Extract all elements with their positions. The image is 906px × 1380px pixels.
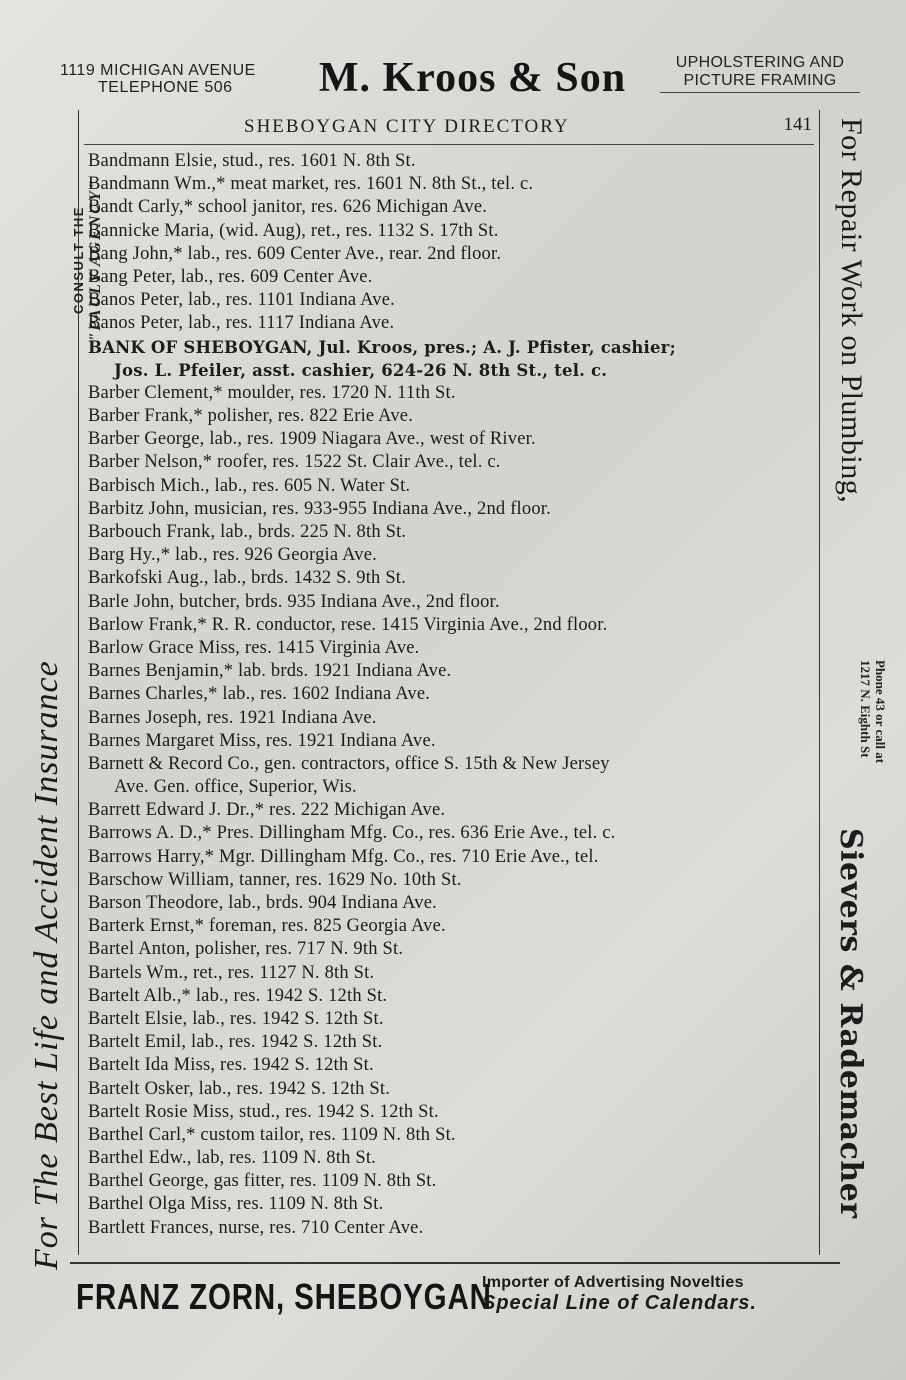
left-ad-main-text: For The Best Life and Accident Insurance: [28, 660, 65, 1270]
right-ad-main-text: For Repair Work on Plumbing,: [835, 118, 868, 504]
top-ad-services-line1: UPHOLSTERING AND: [675, 54, 845, 71]
bottom-ad-line1: Importer of Advertising Novelties: [482, 1274, 744, 1291]
directory-entry-continued: Ave. Gen. office, Superior, Wis.: [114, 777, 357, 798]
bottom-ad-line2: Special Line of Calendars.: [482, 1292, 757, 1314]
top-ad-address: 1119 MICHIGAN AVENUE: [60, 62, 256, 79]
top-ad-telephone: TELEPHONE 506: [98, 79, 233, 96]
directory-entry: Bartel Anton, polisher, res. 717 N. 9th St.: [88, 939, 404, 960]
running-header: [84, 114, 814, 145]
top-ad-services-line2: PICTURE FRAMING: [683, 72, 837, 89]
directory-entry: Banos Peter, lab., res. 1117 Indiana Ave.: [88, 313, 395, 334]
directory-entry-bank-continued: Jos. L. Pfeiler, asst. cashier, 624-26 N. 8th St., tel. c.: [114, 360, 608, 380]
left-ad-consult-line2: "PAULY AGENCY": [87, 178, 104, 342]
bottom-ad-name: FRANZ ZORN, SHEBOYGAN: [76, 1276, 492, 1317]
directory-entry: Barnett & Record Co., gen. contractors, office S. 15th & New Jersey: [88, 753, 610, 774]
top-ad-contact: [60, 62, 285, 96]
bottom-advertisement: [70, 1262, 840, 1324]
directory-entry: Barbisch Mich., lab., res. 605 N. Water St.: [88, 475, 411, 496]
directory-entry: Bandmann Wm.,* meat market, res. 1601 N. 8th St., tel. c.: [88, 174, 534, 195]
directory-entry: Barrett Edward J. Dr.,* res. 222 Michigan Ave.: [88, 800, 446, 821]
directory-entry: Bang John,* lab., res. 609 Center Ave., rear. 2nd floor.: [88, 243, 502, 264]
directory-entry: Barthel Carl,* custom tailor, res. 1109 N. 8th St.: [88, 1124, 456, 1145]
left-ad-consult: [70, 130, 104, 390]
directory-entries: [88, 150, 820, 1240]
directory-entry: Barbouch Frank, lab., brds. 225 N. 8th St.: [88, 522, 407, 542]
directory-entry: Barschow William, tanner, res. 1629 No. 10th St.: [88, 869, 462, 890]
directory-entry: Barber Clement,* moulder, res. 1720 N. 11th St.: [88, 382, 456, 403]
directory-entry: Barrows A. D.,* Pres. Dillingham Mfg. Co., res. 636 Erie Ave., tel. c.: [88, 823, 616, 844]
directory-entry-bank: BANK OF SHEBOYGAN, Jul. Kroos, pres.; A. J. Pfister, cashier;: [88, 337, 676, 357]
directory-entry: Barthel Olga Miss, res. 1109 N. 8th St.: [88, 1194, 384, 1215]
right-margin-advertisement: [833, 118, 888, 1258]
directory-entry: Barle John, butcher, brds. 935 Indiana Ave., 2nd floor.: [88, 591, 500, 612]
directory-entry: Barthel Edw., lab, res. 1109 N. 8th St.: [88, 1148, 377, 1169]
directory-entry: Bartelt Emil, lab., res. 1942 S. 12th St.: [88, 1032, 383, 1053]
top-ad-firm-name: M. Kroos & Son: [318, 55, 627, 101]
directory-entry: Barkofski Aug., lab., brds. 1432 S. 9th St.: [88, 568, 406, 589]
directory-entry: Barbitz John, musician, res. 933-955 Indiana Ave., 2nd floor.: [88, 498, 551, 519]
page-number: 141: [783, 114, 812, 135]
directory-entry: Barterk Ernst,* foreman, res. 825 Georgia Ave.: [88, 916, 446, 937]
directory-entry: Barson Theodore, lab., brds. 904 Indiana Ave.: [88, 893, 437, 913]
directory-entry: Bartels Wm., ret., res. 1127 N. 8th St.: [88, 962, 375, 983]
top-advertisement: [0, 50, 906, 106]
directory-entry: Barber George, lab., res. 1909 Niagara Ave., west of River.: [88, 429, 536, 450]
directory-entry: Bartelt Elsie, lab., res. 1942 S. 12th St.: [88, 1008, 384, 1029]
directory-entry: Barnes Charles,* lab., res. 1602 Indiana Ave.: [88, 684, 431, 705]
directory-entry: Bannicke Maria, (wid. Aug), ret., res. 1132 S. 17th St.: [88, 220, 499, 241]
directory-entry: Bang Peter, lab., res. 609 Center Ave.: [88, 266, 373, 287]
directory-entry: Barnes Margaret Miss, res. 1921 Indiana Ave.: [88, 730, 436, 751]
directory-entry: Bandmann Elsie, stud., res. 1601 N. 8th St.: [88, 151, 416, 171]
directory-entry: Barber Frank,* polisher, res. 822 Erie Ave.: [88, 406, 414, 427]
directory-entry: Barthel George, gas fitter, res. 1109 N. 8th St.: [88, 1171, 437, 1192]
directory-entry: Barlow Frank,* R. R. conductor, rese. 1415 Virginia Ave., 2nd floor.: [88, 614, 608, 635]
directory-entry: Bartelt Ida Miss, res. 1942 S. 12th St.: [88, 1055, 374, 1076]
directory-entry: Barnes Benjamin,* lab. brds. 1921 Indiana Ave.: [88, 661, 452, 682]
directory-entry: Bartelt Osker, lab., res. 1942 S. 12th St.: [88, 1078, 391, 1099]
directory-entry: Barber Nelson,* roofer, res. 1522 St. Clair Ave., tel. c.: [88, 452, 501, 473]
right-ad-phone: [858, 660, 888, 763]
right-ad-phone-line2: 1217 N. Eighth St: [858, 660, 873, 758]
left-ad-consult-line1: CONSULT THE: [71, 206, 86, 314]
directory-entry: Barnes Joseph, res. 1921 Indiana Ave.: [88, 707, 377, 728]
directory-entry: Barrows Harry,* Mgr. Dillingham Mfg. Co., res. 710 Erie Ave., tel.: [88, 846, 599, 867]
top-ad-services: [660, 54, 860, 93]
bottom-ad-tagline: [482, 1274, 842, 1315]
directory-entry: Banos Peter, lab., res. 1101 Indiana Ave.: [88, 290, 395, 311]
directory-entry: Barlow Grace Miss, res. 1415 Virginia Ave.: [88, 637, 420, 658]
directory-entry: Barg Hy.,* lab., res. 926 Georgia Ave.: [88, 545, 377, 566]
right-ad-phone-line1: Phone 43 or call at: [873, 660, 888, 764]
directory-entry: Bartlett Frances, nurse, res. 710 Center Ave.: [88, 1217, 424, 1238]
directory-entry: Bartelt Rosie Miss, stud., res. 1942 S. 12th St.: [88, 1101, 439, 1122]
right-ad-brand: Sievers & Rademacher: [833, 828, 868, 1219]
directory-entry: Bandt Carly,* school janitor, res. 626 Michigan Ave.: [88, 197, 488, 218]
directory-title: SHEBOYGAN CITY DIRECTORY: [244, 116, 570, 137]
left-margin-advertisement: [28, 110, 66, 1270]
directory-entry: Bartelt Alb.,* lab., res. 1942 S. 12th St.: [88, 985, 388, 1006]
